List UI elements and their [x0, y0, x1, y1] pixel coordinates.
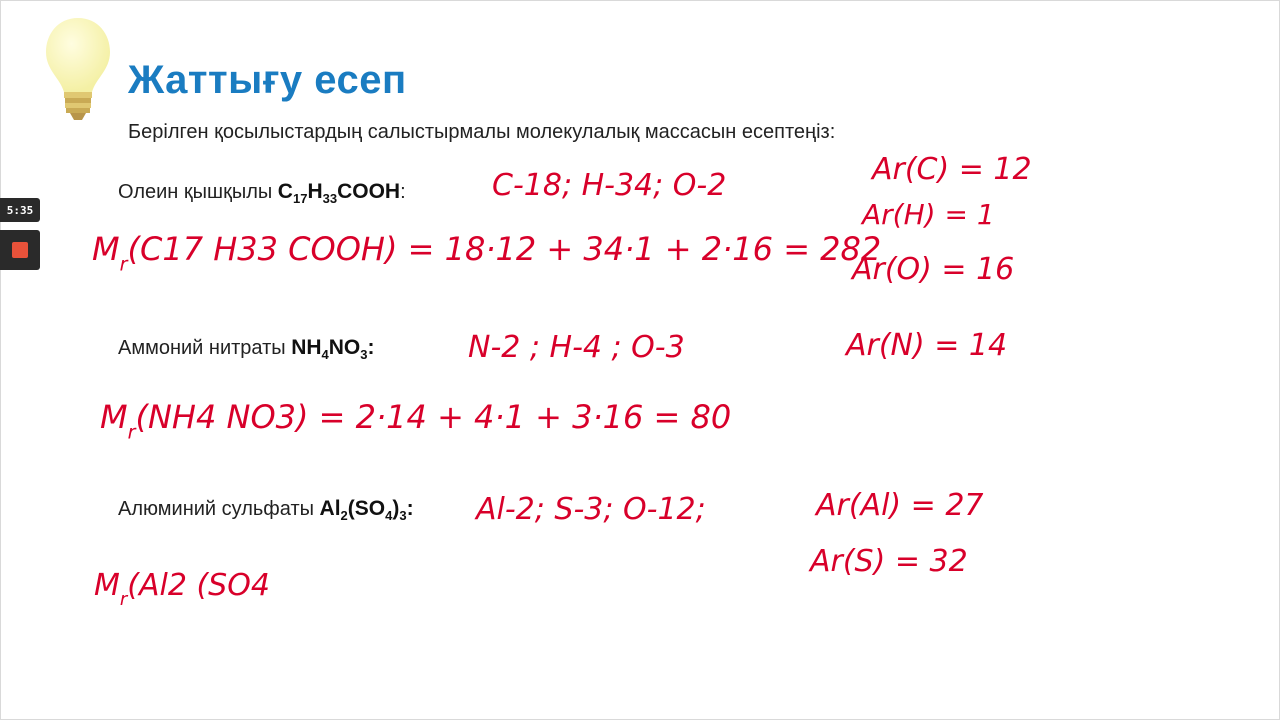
hw-aluminium-calculation: $M_r(Al2$ (SO4 [94, 568, 270, 610]
instruction-text: Берілген қосылыстардың салыстырмалы молекулалық массасын есептеңіз: [128, 121, 836, 143]
task-label: Олеин қышқылы [118, 181, 278, 203]
hw-ar-sulfur: Ar(S) = 32 [810, 544, 968, 579]
hw-ar-carbon: Ar(C) = 12 [872, 152, 1032, 187]
hw-oleic-atom-count: C-18; H-34; O-2 [492, 168, 727, 203]
slide-title: Жаттығу есеп [128, 58, 407, 102]
task-label: Аммоний нитраты [118, 337, 292, 359]
stop-recording-button[interactable] [0, 230, 40, 270]
task-aluminium-sulfate [118, 497, 414, 521]
hw-ammonium-atom-count: N-2 ; H-4 ; O-3 [468, 330, 685, 365]
lightbulb-icon [44, 16, 112, 126]
stop-icon [12, 242, 28, 258]
hw-ar-nitrogen: Ar(N) = 14 [846, 328, 1008, 363]
task-oleic-acid: Олеин қышқылы $C_{17}H_{33}COOH$: [118, 180, 406, 206]
hw-oleic-calculation: $M_r(C17$ H33 COOH) = 18·12 + 34·1 + 2·16 = 282 [92, 230, 882, 276]
task-ammonium-nitrate: Аммоний нитраты $NH_4NO_3$: [118, 336, 375, 362]
formula: $Al_2(SO_4)_3$: [319, 497, 414, 523]
hw-ar-oxygen: Ar(O) = 16 [852, 252, 1015, 287]
recording-timer: 5:35 [0, 198, 40, 222]
hw-ar-aluminium: Ar(Al) = 27 [816, 488, 984, 523]
formula: $C_{17}H_{33}COOH$ [277, 180, 401, 206]
formula: $NH_4NO_3$ [291, 336, 368, 362]
hw-ar-hydrogen: Ar(H) = 1 [862, 198, 995, 231]
hw-ammonium-calculation: $M_r(NH4$ NO3) = 2·14 + 4·1 + 3·16 = 80 [100, 398, 732, 444]
task-label: Алюминий сульфаты [118, 498, 320, 520]
hw-aluminium-atom-count: Al-2; S-3; O-12; [476, 492, 706, 527]
